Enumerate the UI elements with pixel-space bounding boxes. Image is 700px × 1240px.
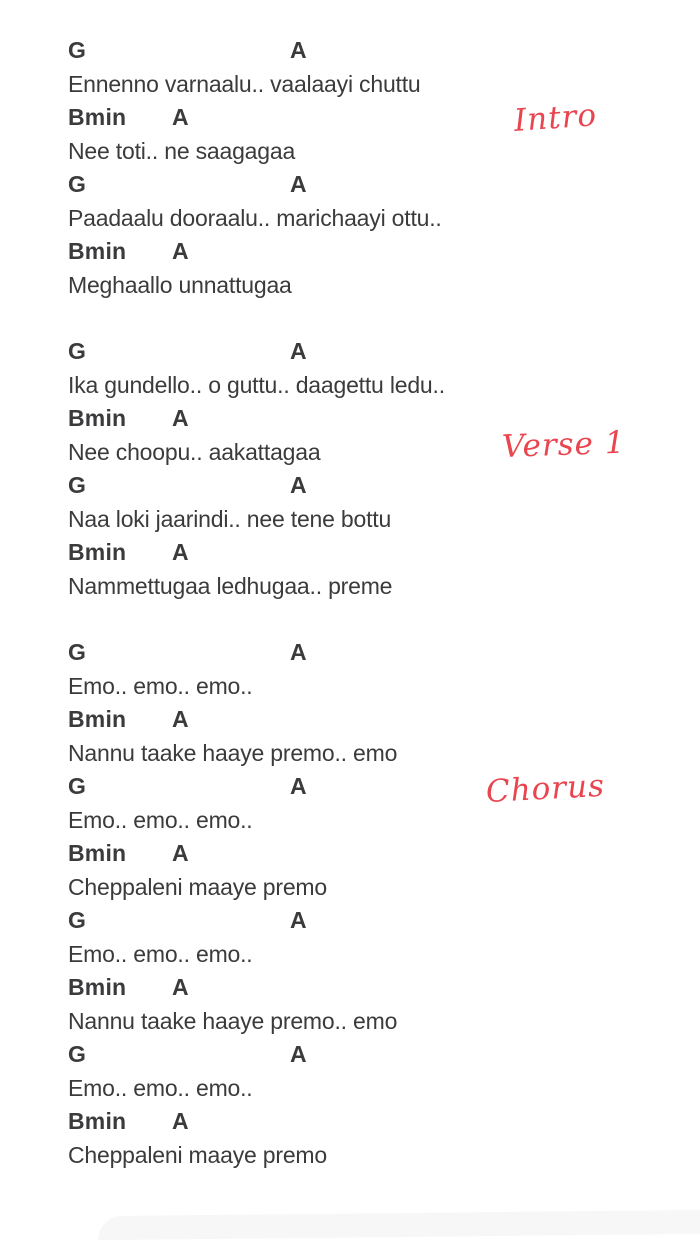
handwritten-annotation-chorus: Chorus	[485, 767, 606, 810]
lyric-line: Cheppaleni maaye premo	[68, 873, 327, 900]
chord-token: G	[68, 907, 87, 933]
lyric-line: Cheppaleni maaye premo	[68, 1141, 327, 1168]
lyric-line: Nannu taake haaye premo.. emo	[68, 1007, 398, 1034]
chord-token: Bmin	[68, 840, 127, 866]
song-section-intro	[68, 34, 700, 302]
lyric-line: Emo.. emo.. emo..	[68, 1074, 253, 1101]
chord-token: Bmin	[68, 539, 127, 565]
chord-token: A	[290, 37, 307, 63]
chord-token: A	[172, 238, 189, 264]
chord-token: A	[290, 639, 307, 665]
chord-token: A	[172, 104, 189, 130]
lyric-line: Emo.. emo.. emo..	[68, 672, 253, 699]
chord-line	[68, 1105, 700, 1139]
lyric-line: Nannu taake haaye premo.. emo	[68, 739, 398, 766]
chord-token: A	[172, 1108, 189, 1134]
chord-line	[68, 703, 700, 737]
chord-token: G	[68, 37, 87, 63]
chord-token: G	[68, 1041, 87, 1067]
chord-token: Bmin	[68, 1108, 127, 1134]
chord-token: A	[290, 1041, 307, 1067]
handwritten-annotation-verse-1: Verse 1	[501, 424, 627, 465]
chord-line	[68, 101, 700, 135]
chord-line	[68, 536, 700, 570]
chord-token: Bmin	[68, 974, 127, 1000]
handwritten-annotation-intro: Intro	[512, 97, 599, 139]
lyric-line: Naa loki jaarindi.. nee tene bottu	[68, 505, 392, 532]
chord-token: G	[68, 773, 87, 799]
chord-line	[68, 837, 700, 871]
lyric-line: Ika gundello.. o guttu.. daagettu ledu..	[68, 371, 445, 398]
lyric-line: Nee choopu.. aakattagaa	[68, 438, 321, 465]
chord-token: G	[68, 472, 87, 498]
lyric-line: Nammettugaa ledhugaa.. preme	[68, 572, 393, 599]
chord-token: G	[68, 338, 87, 364]
chord-token: A	[172, 706, 189, 732]
chord-line	[68, 34, 700, 68]
chord-token: A	[290, 773, 307, 799]
chord-token: A	[172, 840, 189, 866]
chord-line	[68, 904, 700, 938]
chord-token: Bmin	[68, 706, 127, 732]
chord-token: A	[290, 907, 307, 933]
chord-token: Bmin	[68, 104, 127, 130]
chord-line	[68, 1038, 700, 1072]
chord-token: A	[290, 472, 307, 498]
lyric-line: Nee toti.. ne saagagaa	[68, 137, 296, 164]
chord-line	[68, 168, 700, 202]
chord-token: Bmin	[68, 405, 127, 431]
lyric-line: Meghaallo unnattugaa	[68, 271, 292, 298]
chord-line	[68, 469, 700, 503]
chord-line	[68, 335, 700, 369]
chord-token: A	[290, 171, 307, 197]
chord-token: A	[290, 338, 307, 364]
chord-sheet-content	[68, 34, 700, 1205]
chord-token: A	[172, 974, 189, 1000]
song-section-verse-1	[68, 335, 700, 603]
chord-token: Bmin	[68, 238, 127, 264]
chord-line	[68, 235, 700, 269]
chord-token: A	[172, 539, 189, 565]
lyric-line: Emo.. emo.. emo..	[68, 940, 253, 967]
lyric-line: Paadaalu dooraalu.. marichaayi ottu..	[68, 204, 442, 231]
next-page-preview-card	[98, 1210, 700, 1240]
lyric-line: Ennenno varnaalu.. vaalaayi chuttu	[68, 70, 421, 97]
chord-line	[68, 636, 700, 670]
song-section-chorus	[68, 636, 700, 1172]
chord-token: G	[68, 171, 87, 197]
chord-token: G	[68, 639, 87, 665]
lyric-line: Emo.. emo.. emo..	[68, 806, 253, 833]
chord-line	[68, 971, 700, 1005]
chord-token: A	[172, 405, 189, 431]
